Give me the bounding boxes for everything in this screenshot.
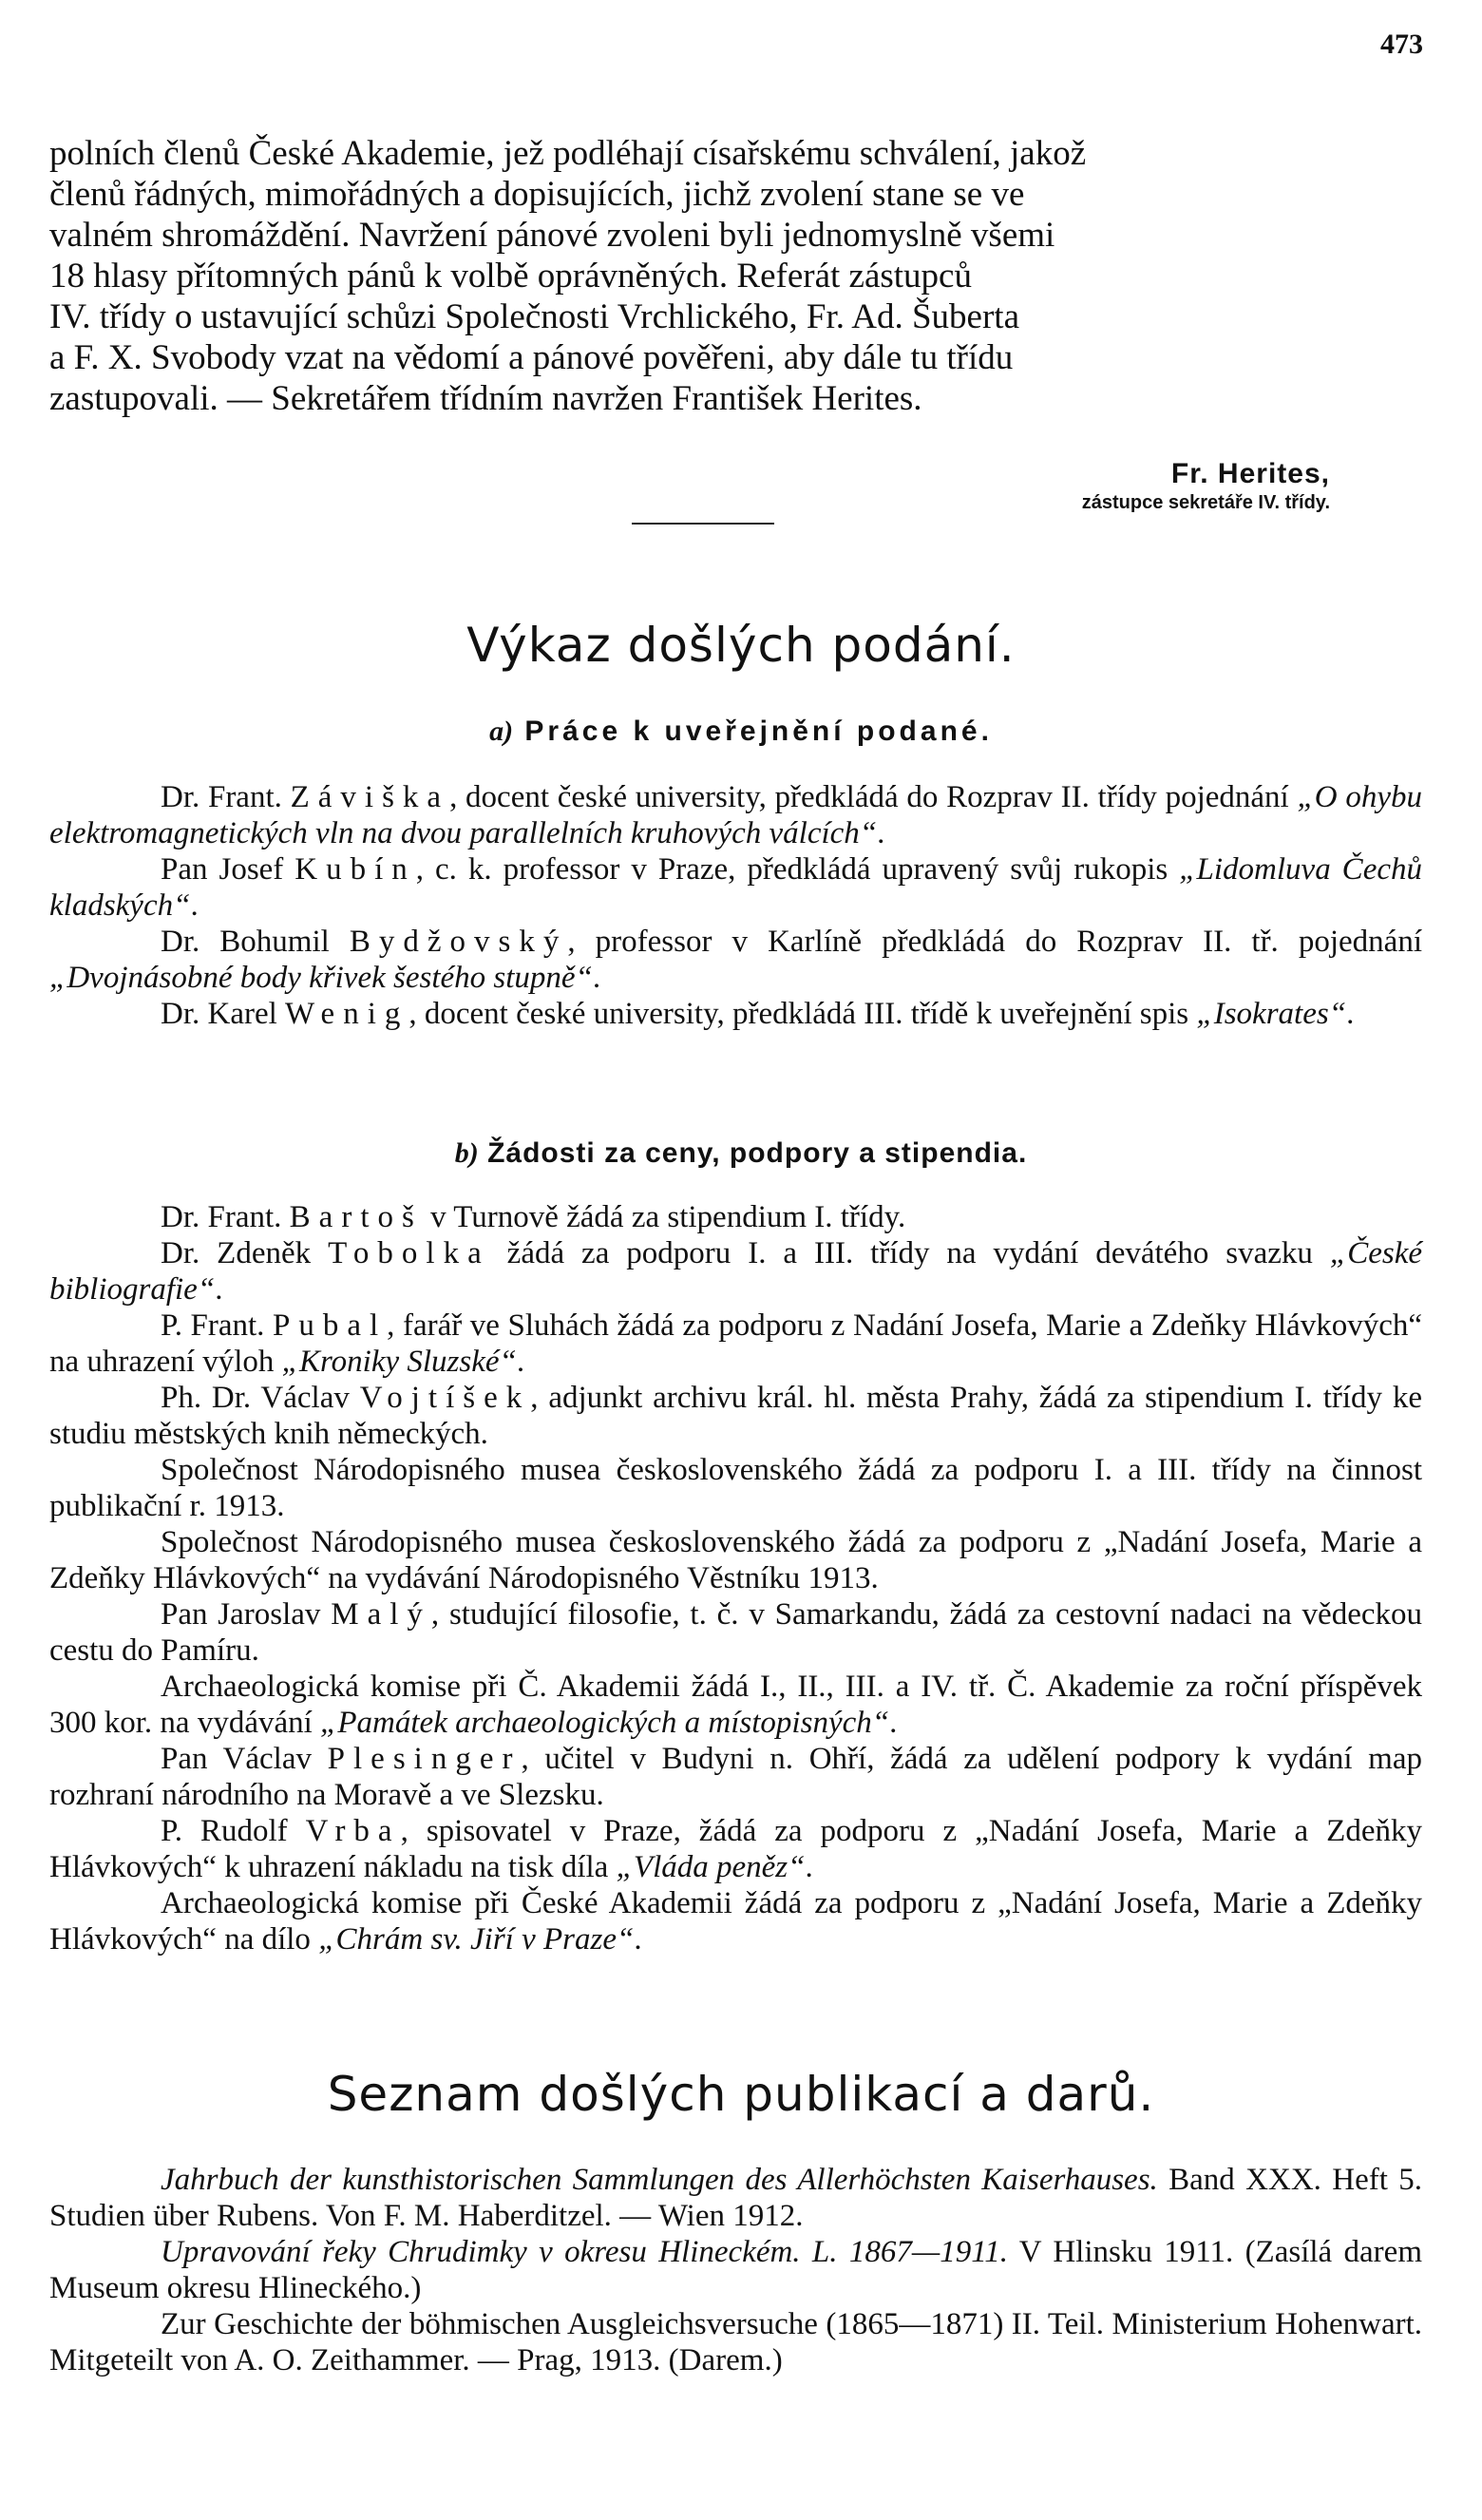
entry-text: Dr. Bohumil bbox=[161, 925, 350, 959]
subsection-a-title bbox=[0, 716, 1482, 748]
entry-text: v Turnově žádá za stipendium I. třídy. bbox=[422, 1200, 906, 1234]
entry-text: . bbox=[190, 888, 199, 923]
entry-author: Tobolka bbox=[328, 1236, 490, 1270]
entry-work-title: „Lidomluva Čechů kladských“ bbox=[49, 852, 1422, 923]
entry bbox=[49, 1380, 1422, 1452]
entry-text: . bbox=[516, 1345, 525, 1379]
entry-text: , farář ve Sluhách žádá za podporu z Nadání Josefa, Marie a Zdeňky Hlávkových“ na uhrazení výloh bbox=[49, 1308, 1422, 1379]
intro-paragraph bbox=[49, 133, 1422, 419]
entry bbox=[49, 1199, 1422, 1235]
entry-text: žádá za podporu I. a III. třídy na vydání devátého svazku bbox=[489, 1236, 1330, 1270]
entry-work-title: „České bibliografie“ bbox=[49, 1236, 1422, 1307]
entry-author: Kubín bbox=[294, 852, 416, 887]
intro-line: valném shromáždění. Navržení pánové zvoleni byli jednomyslně všemi bbox=[49, 216, 1055, 255]
publication-details: V Hlinsku 1911. (Zasílá darem Museum okresu Hlineckého.) bbox=[49, 2235, 1422, 2305]
signature-role: zástupce sekretáře IV. třídy. bbox=[1081, 492, 1330, 513]
entry-text: , spisovatel v Praze, žádá za podporu z „Nadání Josefa, Marie a Zdeňky Hlávkových“ k uhrazení nákladu na tisk díla bbox=[49, 1814, 1422, 1884]
requests-list bbox=[49, 1199, 1422, 1957]
publication-entry bbox=[49, 2234, 1422, 2306]
section-divider bbox=[632, 523, 774, 525]
intro-line: polních členů České Akademie, jež podléhají císařskému schválení, jakož bbox=[49, 134, 1087, 173]
publication-details: Band XXX. Heft 5. Studien über Rubens. Von F. M. Haberditzel. — Wien 1912. bbox=[49, 2163, 1422, 2233]
subsection-a-text: Práce k uveřejnění podané. bbox=[524, 716, 993, 747]
entry-text: . bbox=[634, 1922, 642, 1957]
entry-text: Dr. Frant. bbox=[161, 780, 291, 814]
signature-name: Fr. Herites, bbox=[1170, 458, 1330, 489]
entry bbox=[49, 1524, 1422, 1596]
page-number: 473 bbox=[1380, 29, 1423, 60]
entry bbox=[49, 996, 1422, 1032]
subsection-a-label: a) bbox=[489, 716, 514, 747]
entry-author: Malý bbox=[331, 1597, 431, 1632]
entry-text: Archaeologická komise při České Akademii žádá za podporu z „Nadání Josefa, Marie a Zdeňky Hlávkových“ na dílo bbox=[49, 1886, 1422, 1957]
entry-author: Vrba bbox=[305, 1814, 401, 1848]
entry bbox=[49, 1235, 1422, 1308]
section-title-submissions: Výkaz došlých podání. bbox=[466, 618, 1016, 673]
entry-text: Dr. Karel bbox=[161, 997, 286, 1031]
entry bbox=[49, 1669, 1422, 1741]
entry-text: Společnost Národopisného musea československého žádá za podporu I. a III. třídy na činnost publikační r. 1913. bbox=[49, 1453, 1422, 1523]
entry-text: Dr. Frant. bbox=[161, 1200, 290, 1234]
entry-work-title: „Isokrates“ bbox=[1196, 997, 1347, 1031]
intro-line: členů řádných, mimořádných a dopisujících, jichž zvolení stane se ve bbox=[49, 175, 1025, 214]
entry-text: Pan Josef bbox=[161, 852, 295, 887]
entry-text: . bbox=[889, 1706, 898, 1740]
signature bbox=[1082, 458, 1330, 514]
entry-text: . bbox=[592, 961, 601, 995]
entry-work-title: „Vláda peněz“ bbox=[616, 1850, 806, 1884]
entry-author: Bydžovský bbox=[349, 925, 568, 959]
entry-text: Pan Václav bbox=[161, 1742, 328, 1776]
subsection-b-title bbox=[0, 1137, 1482, 1170]
entry-text: . bbox=[805, 1850, 813, 1884]
entry-text: Archaeologická komise při Č. Akademii žádá I., II., III. a IV. tř. Č. Akademie za roční příspěvek 300 kor. na vydávání bbox=[49, 1670, 1422, 1740]
entry bbox=[49, 1885, 1422, 1957]
entry-text: . bbox=[877, 816, 885, 850]
entry-author: Záviška bbox=[290, 780, 450, 814]
entry bbox=[49, 1596, 1422, 1669]
entry-text: , professor v Karlíně předkládá do Rozprav II. tř. pojednání bbox=[567, 925, 1422, 959]
entry-work-title: „Chrám sv. Jiří v Praze“ bbox=[318, 1922, 635, 1957]
intro-line: a F. X. Svobody vzat na vědomí a pánové pověřeni, aby dále tu třídu bbox=[49, 338, 1014, 377]
entry-author: Vojtíšek bbox=[359, 1381, 531, 1415]
entry-text: , učitel v Budyni n. Ohří, žádá za udělení podpory k vydání map rozhraní národního na Moravě a ve Slezsku. bbox=[49, 1742, 1422, 1812]
publication-title: Jahrbuch der kunsthistorischen Sammlungen des Allerhöchsten Kaiserhauses. bbox=[161, 2163, 1158, 2197]
entry-author: Bartoš bbox=[289, 1200, 423, 1234]
entry-work-title: „Kroniky Sluzské“ bbox=[281, 1345, 517, 1379]
intro-line: zastupovali. — Sekretářem třídním navržen František Herites. bbox=[49, 379, 922, 418]
entry-text: , adjunkt archivu král. hl. města Prahy, žádá za stipendium I. třídy ke studiu městských knih německých. bbox=[49, 1381, 1423, 1451]
entry-text: Dr. Zdeněk bbox=[161, 1236, 329, 1270]
entry-author: Pubal bbox=[272, 1308, 388, 1343]
entry bbox=[49, 1813, 1422, 1885]
entry-work-title: „Památek archaeologických a místopisných“ bbox=[320, 1706, 890, 1740]
entry-text: . bbox=[215, 1272, 223, 1307]
intro-line: IV. třídy o ustavující schůzi Společnosti Vrchlického, Fr. Ad. Šuberta bbox=[49, 297, 1019, 336]
entry-work-title: „O ohybu elektromagnetických vln na dvou parallelních kruhových válcích“ bbox=[49, 780, 1422, 850]
entry-text: Pan Jaroslav bbox=[161, 1597, 332, 1632]
subsection-b-text: Žádosti za ceny, podpory a stipendia. bbox=[487, 1137, 1028, 1169]
entry-text: . bbox=[1346, 997, 1355, 1031]
entry-text: Společnost Národopisného musea československého žádá za podporu z „Nadání Josefa, Marie a Zdeňky Hlávkových“ na vydávání Národopisného Věstníku 1913. bbox=[49, 1525, 1422, 1595]
entry-text: , docent české university, předkládá III. třídě k uveřejnění spis bbox=[408, 997, 1197, 1031]
publications-list bbox=[49, 2162, 1422, 2378]
entry bbox=[49, 1452, 1422, 1524]
intro-line: 18 hlasy přítomných pánů k volbě oprávněných. Referát zástupců bbox=[49, 257, 972, 296]
publication-title: Upravování řeky Chrudimky v okresu Hlineckém. L. 1867—1911. bbox=[161, 2235, 1008, 2269]
entry-text: , studující filosofie, t. č. v Samarkandu, žádá za cestovní nadaci na vědeckou cestu do Pamíru. bbox=[49, 1597, 1423, 1668]
entry bbox=[49, 1741, 1422, 1813]
entry-text: Ph. Dr. Václav bbox=[161, 1381, 360, 1415]
entry bbox=[49, 851, 1422, 924]
publication-entry bbox=[49, 2162, 1422, 2234]
entry-author: Plesinger bbox=[327, 1742, 522, 1776]
subsection-b-label: b) bbox=[454, 1137, 479, 1169]
publication-details: Zur Geschichte der böhmischen Ausgleichsversuche (1865—1871) II. Teil. Ministerium Hohenwart. Mitgeteilt von A. O. Zeithammer. — Prag, 1913. (Darem.) bbox=[49, 2307, 1422, 2377]
section-title-publications: Seznam došlých publikací a darů. bbox=[327, 2067, 1155, 2122]
entry bbox=[49, 779, 1422, 851]
entry-text: , docent české university, předkládá do Rozprav II. třídy pojednání bbox=[449, 780, 1298, 814]
entry-text: P. Frant. bbox=[161, 1308, 273, 1343]
entry-text: , c. k. professor v Praze, předkládá upravený svůj rukopis bbox=[415, 852, 1180, 887]
entry-text: P. Rudolf bbox=[161, 1814, 306, 1848]
publication-entry bbox=[49, 2306, 1422, 2378]
entry-work-title: „Dvojnásobné body křivek šestého stupně“ bbox=[49, 961, 593, 995]
submissions-list bbox=[49, 779, 1422, 1032]
entry-author: Wenig bbox=[285, 997, 409, 1031]
entry bbox=[49, 1308, 1422, 1380]
entry bbox=[49, 924, 1422, 996]
